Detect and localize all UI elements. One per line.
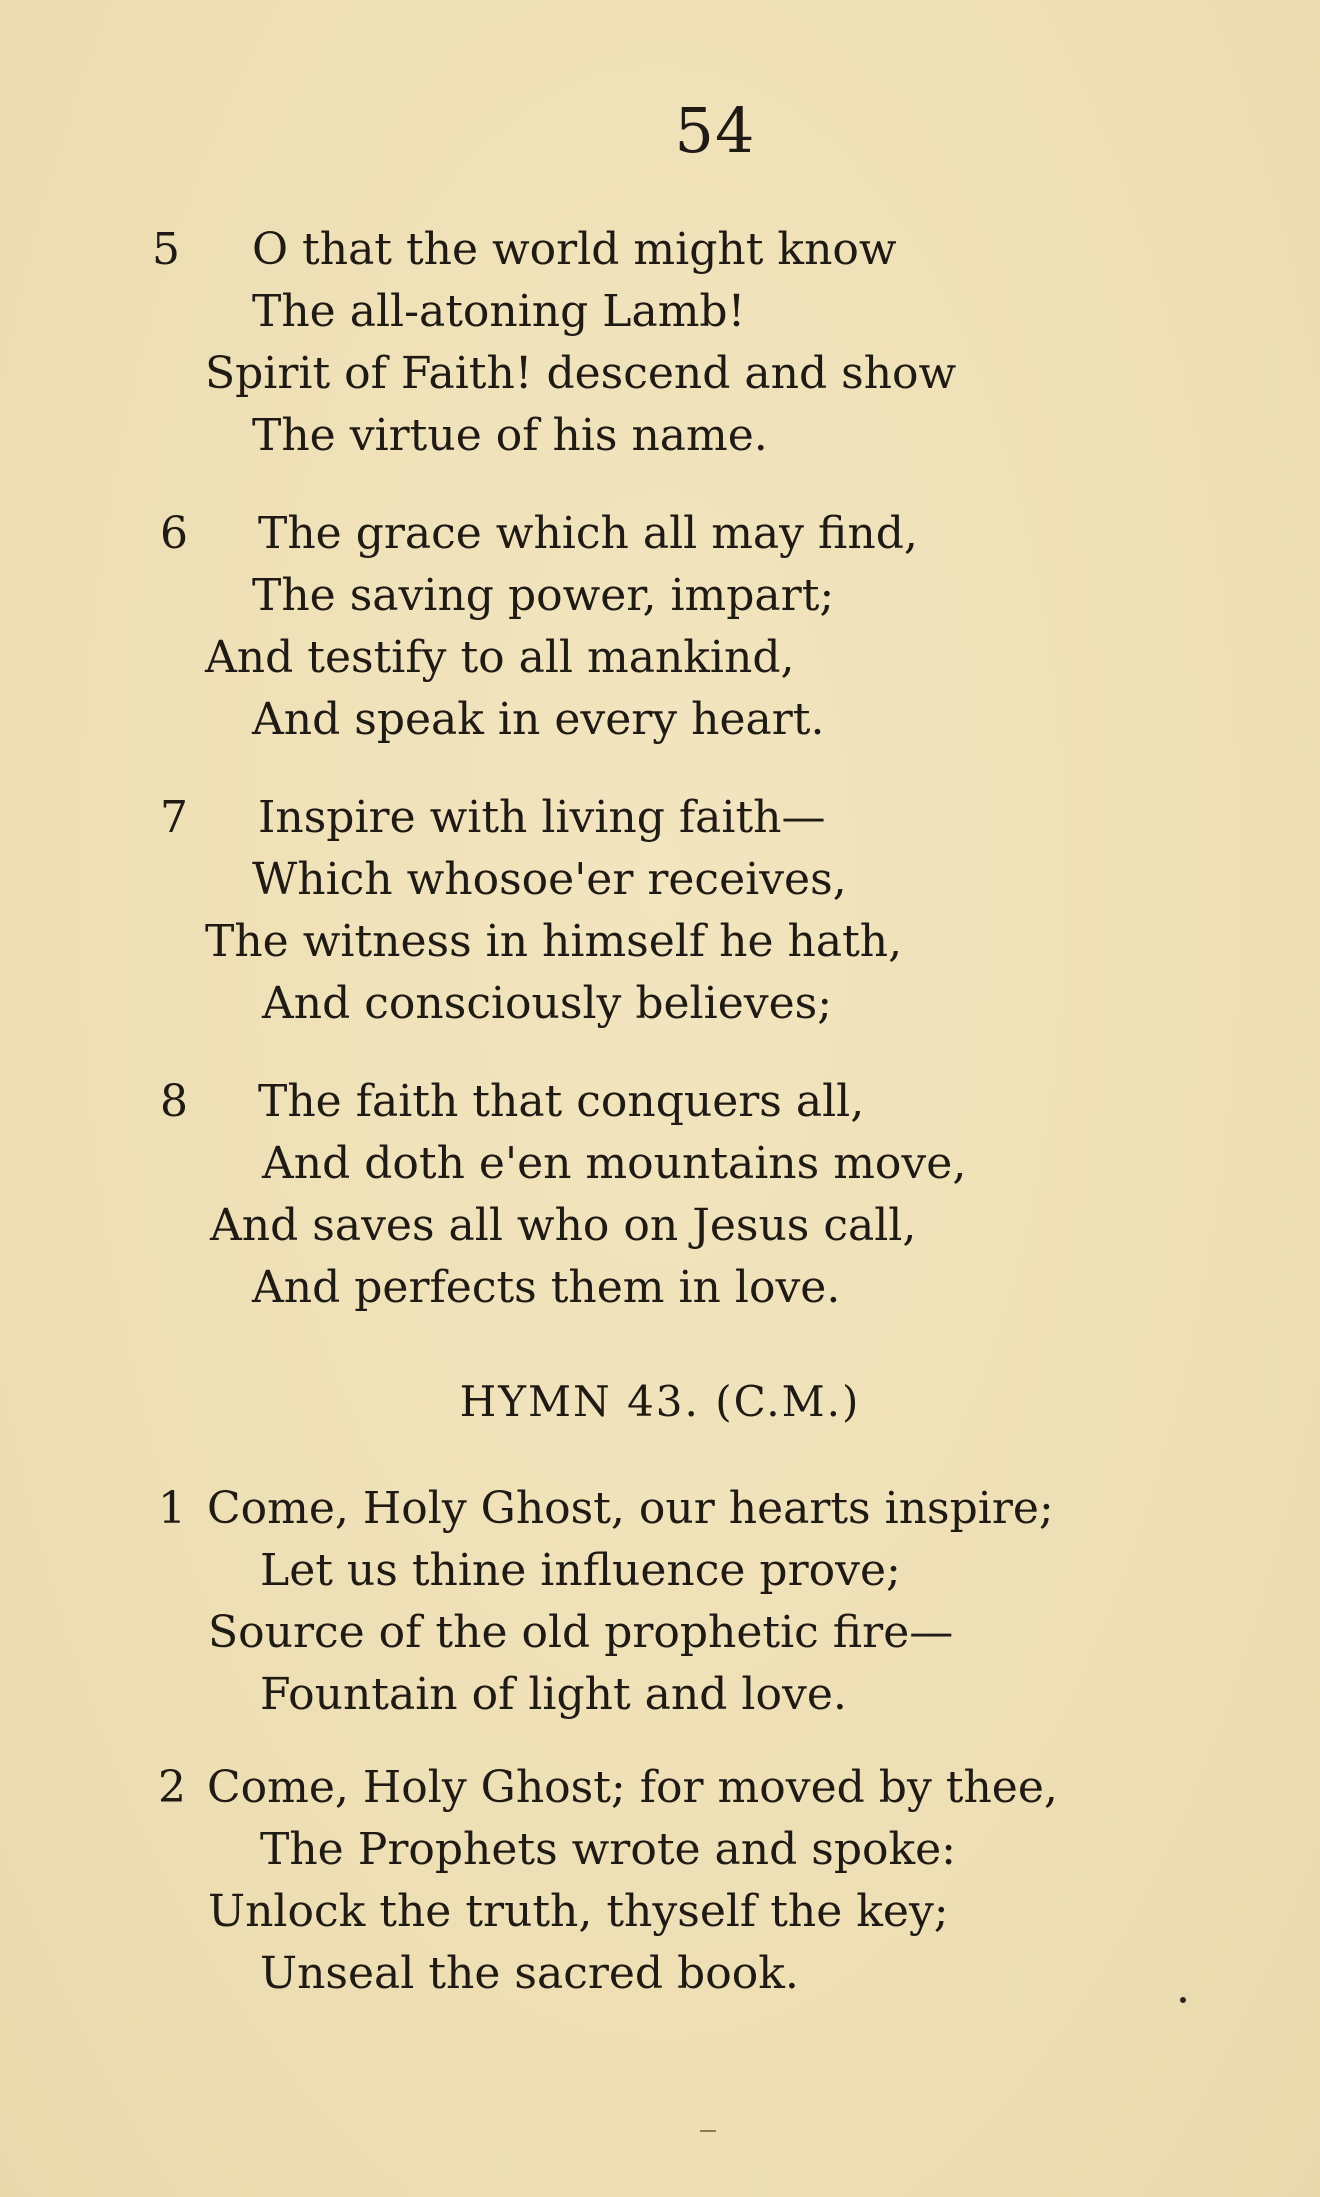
verse-line: Let us thine influence prove; bbox=[260, 1545, 901, 1596]
page-number: 54 bbox=[674, 94, 756, 167]
verse-line: Inspire with living faith— bbox=[258, 792, 826, 843]
verse-line: O that the world might know bbox=[252, 224, 897, 275]
verse-line: Come, Holy Ghost; for moved by thee, bbox=[207, 1762, 1058, 1813]
verse-number: 2 bbox=[158, 1762, 186, 1813]
verse-line: Unlock the truth, thyself the key; bbox=[208, 1886, 949, 1937]
verse-number: 7 bbox=[160, 792, 188, 843]
verse-number: 6 bbox=[160, 508, 188, 559]
verse-line: The all-atoning Lamb! bbox=[252, 286, 746, 337]
verse-line: The saving power, impart; bbox=[252, 570, 835, 621]
verse-number: 5 bbox=[152, 224, 180, 275]
verse-line: And doth e'en mountains move, bbox=[262, 1138, 967, 1189]
verse-line: The Prophets wrote and spoke: bbox=[260, 1824, 957, 1875]
ink-mark bbox=[700, 2130, 716, 2132]
verse-line: The faith that conquers all, bbox=[258, 1076, 865, 1127]
verse-line: The virtue of his name. bbox=[252, 410, 768, 461]
verse-number: 1 bbox=[158, 1483, 186, 1534]
verse-line: And testify to all mankind, bbox=[205, 632, 795, 683]
verse-line: Come, Holy Ghost, our hearts inspire; bbox=[207, 1483, 1054, 1534]
verse-line: And perfects them in love. bbox=[252, 1262, 841, 1313]
hymn-heading: HYMN 43. (C.M.) bbox=[459, 1377, 861, 1426]
verse-line: And saves all who on Jesus call, bbox=[210, 1200, 917, 1251]
verse-line: Which whosoe'er receives, bbox=[252, 854, 847, 905]
verse-number: 8 bbox=[160, 1076, 188, 1127]
verse-line: Fountain of light and love. bbox=[260, 1669, 847, 1720]
verse-line: The witness in himself he hath, bbox=[205, 916, 903, 967]
verse-line: And consciously believes; bbox=[262, 978, 833, 1029]
verse-line: Source of the old prophetic fire— bbox=[208, 1607, 954, 1658]
verse-line: Spirit of Faith! descend and show bbox=[205, 348, 957, 399]
verse-line: The grace which all may find, bbox=[258, 508, 918, 559]
verse-line: Unseal the sacred book. bbox=[260, 1948, 799, 1999]
verse-line: And speak in every heart. bbox=[252, 694, 825, 745]
ink-speck bbox=[1180, 1997, 1186, 2003]
